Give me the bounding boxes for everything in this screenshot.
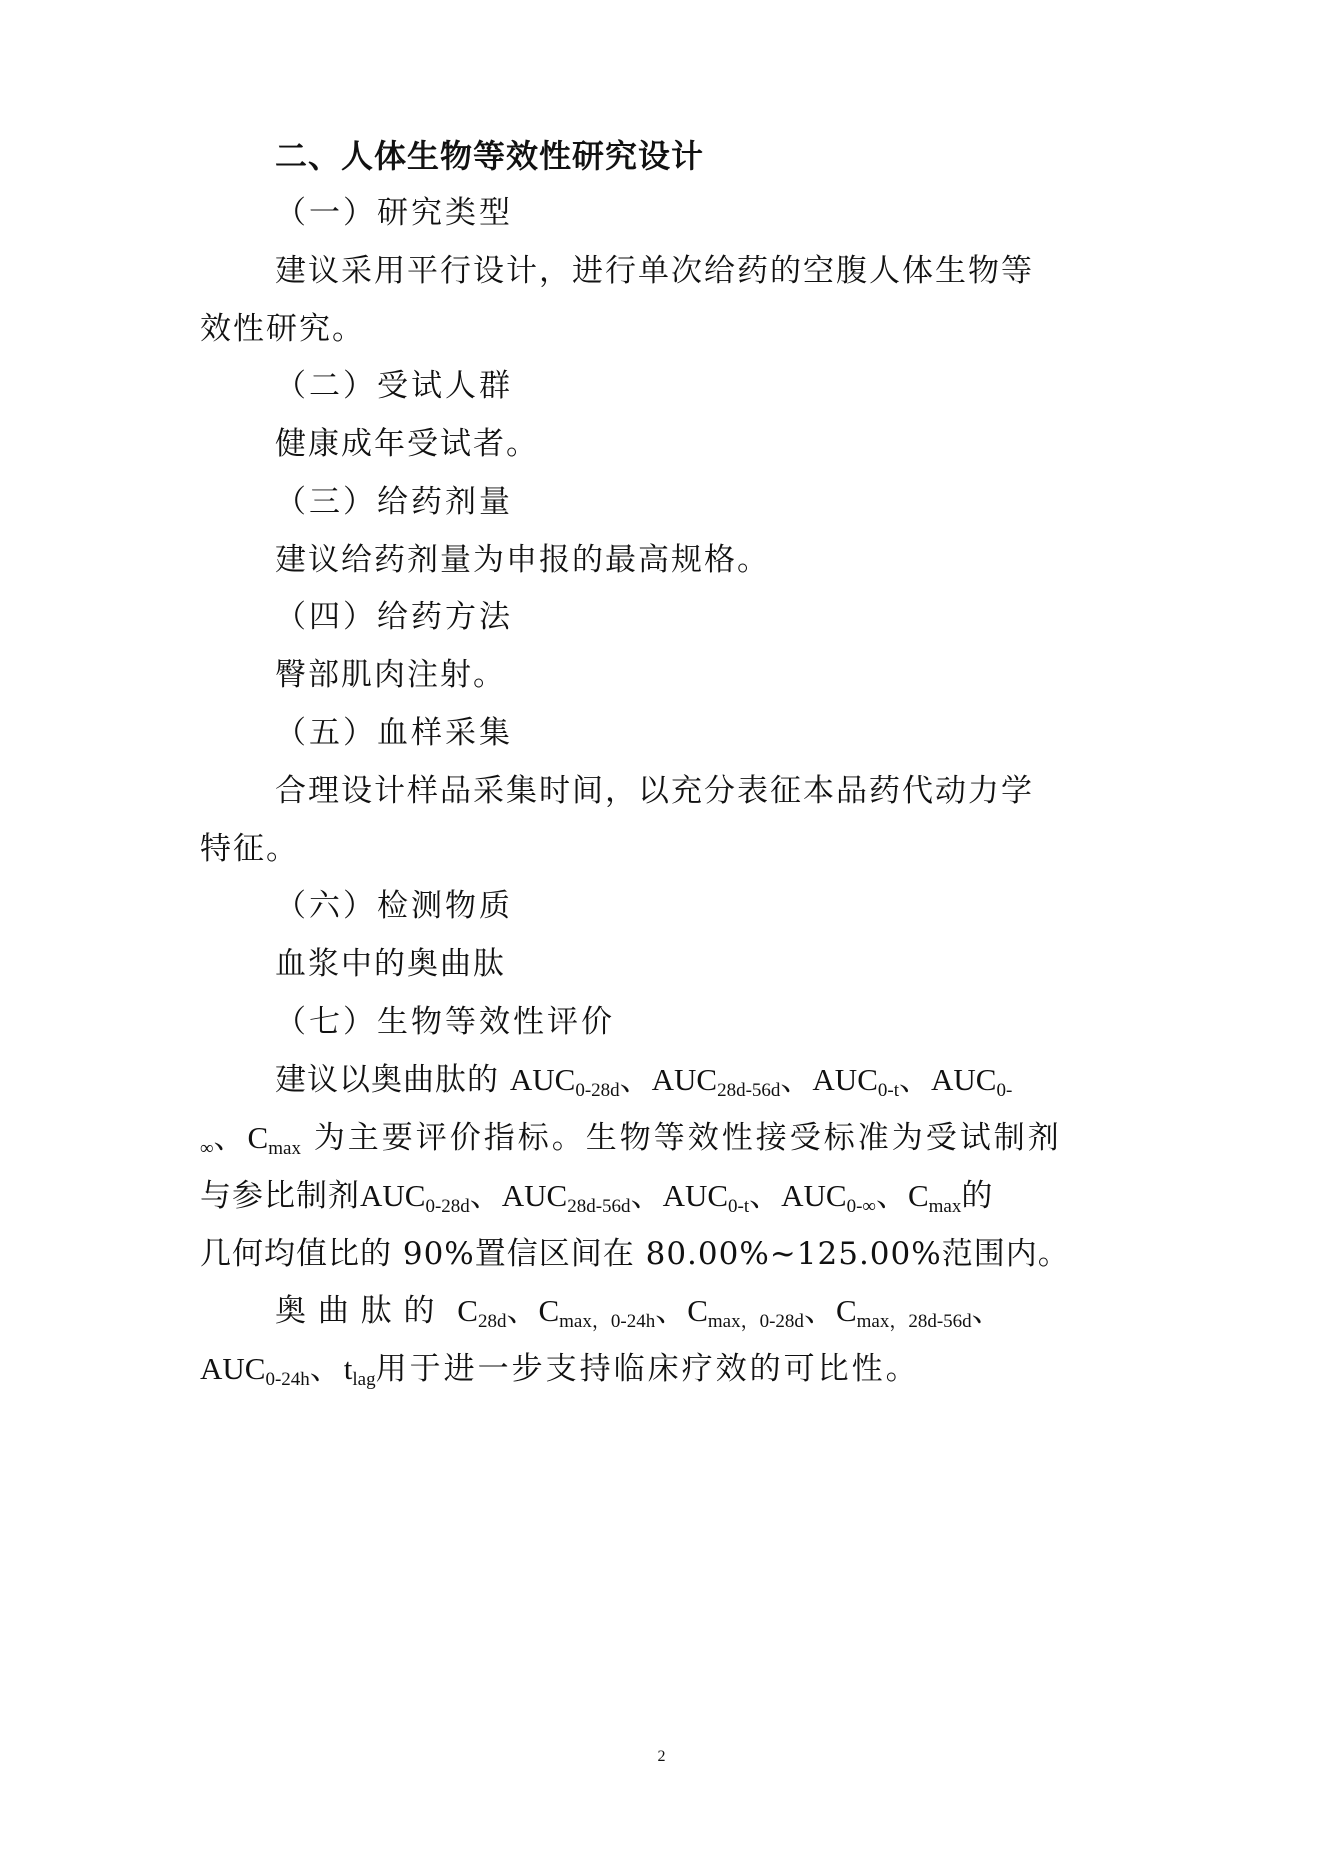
paragraph-study-type-line1: 建议采用平行设计，进行单次给药的空腹人体生物等 (275, 253, 1034, 289)
heading-sampling: （五）血样采集 (275, 715, 513, 751)
heading-study-type: （一）研究类型 (275, 195, 513, 231)
section-title: 二、人体生物等效性研究设计 (275, 137, 705, 175)
eval-p1-line3: 与参比制剂$AUC_{0-28d}$、$AUC_{28d-56d}$、$AUC_{0-t}$、$AUC_{0-\infty}$、$C_{max}$的 (200, 1178, 994, 1217)
heading-administration: （四）给药方法 (275, 599, 513, 635)
paragraph-subjects: 健康成年受试者。 (275, 426, 539, 462)
eval-p1-line2: $_\infty$、$C_{max}$ 为主要评价指标。生物等效性接受标准为受试制剂 (200, 1120, 1062, 1159)
page-number: 2 (657, 1748, 666, 1765)
eval-p2-line2: $AUC_{0-24h}$、$t_{lag}$用于进一步支持临床疗效的可比性。 (200, 1351, 920, 1390)
heading-evaluation: （七）生物等效性评价 (275, 1004, 615, 1040)
paragraph-analyte: 血浆中的奥曲肽 (275, 946, 506, 982)
eval-p1-line1: 建议以奥曲肽的 $AUC_{0-28d}$、$AUC_{28d-56d}$、$AUC_{0-t}$、$AUC_{0-}$ (275, 1062, 1013, 1101)
paragraph-sampling-line1: 合理设计样品采集时间，以充分表征本品药代动力学 (275, 773, 1034, 809)
heading-analyte: （六）检测物质 (275, 888, 513, 924)
eval-p2-line1: 奥 曲 肽 的 $C_{28d}$、$C_{max,0-24h}$、$C_{max,0-28d}$、$C_{max,28d-56d}$、 (275, 1293, 1004, 1332)
heading-dose: （三）给药剂量 (275, 484, 513, 520)
paragraph-study-type-line2: 效性研究。 (200, 311, 365, 347)
paragraph-sampling-line2: 特征。 (200, 831, 299, 867)
paragraph-administration: 臀部肌肉注射。 (275, 657, 506, 693)
paragraph-dose: 建议给药剂量为申报的最高规格。 (275, 542, 770, 578)
heading-subjects: （二）受试人群 (275, 368, 513, 404)
eval-p1-line4: 几何均值比的 90%置信区间在 80.00%~125.00%范围内。 (200, 1236, 1070, 1272)
